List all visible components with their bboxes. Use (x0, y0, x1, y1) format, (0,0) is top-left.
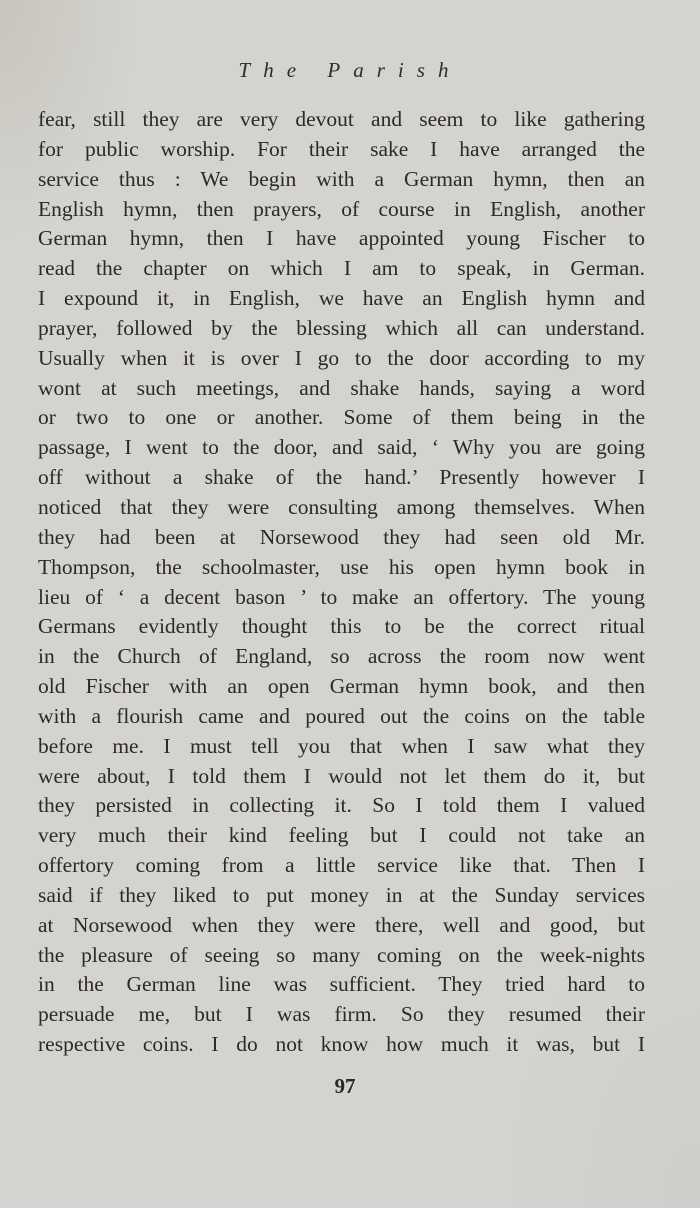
text-line: old Fischer with an open German hymn book, and then (38, 674, 645, 699)
text-line: off without a shake of the hand.’ Presently however I (38, 465, 645, 490)
text-line: passage, I went to the door, and said, ‘ Why you are going (38, 435, 645, 460)
text-line: noticed that they were consulting among themselves. When (38, 494, 645, 519)
text-line: service thus : We begin with a German hymn, then an (38, 166, 645, 191)
text-line: Usually when it is over I go to the door according to my (38, 345, 645, 370)
text-line: Thompson, the schoolmaster, use his open hymn book in (38, 554, 645, 579)
text-line: they persisted in collecting it. So I told them I valued (38, 793, 645, 818)
text-line: or two to one or another. Some of them being in the (38, 405, 645, 430)
text-line: German hymn, then I have appointed young Fischer to (38, 226, 645, 251)
text-line: offertory coming from a little service like that. Then I (38, 853, 645, 878)
text-line: were about, I told them I would not let them do it, but (38, 763, 645, 788)
text-line: at Norsewood when they were there, well and good, but (38, 912, 645, 937)
text-line: they had been at Norsewood they had seen old Mr. (38, 524, 645, 549)
text-line: said if they liked to put money in at the Sunday services (38, 882, 645, 907)
text-line: in the German line was sufficient. They tried hard to (38, 972, 645, 997)
text-line: respective coins. I do not know how much it was, but I (38, 1032, 645, 1057)
text-line: very much their kind feeling but I could not take an (38, 823, 645, 848)
text-line: Germans evidently thought this to be the correct ritual (38, 614, 645, 639)
text-line: before me. I must tell you that when I saw what they (38, 733, 645, 758)
text-line: persuade me, but I was firm. So they resumed their (38, 1002, 645, 1027)
page-number: 97 (334, 1074, 356, 1098)
text-line: I expound it, in English, we have an English hymn and (38, 286, 645, 311)
text-line: wont at such meetings, and shake hands, saying a word (38, 375, 645, 400)
text-line: in the Church of England, so across the room now went (38, 644, 645, 669)
text-line: prayer, followed by the blessing which all can understand. (38, 315, 645, 340)
text-line: for public worship. For their sake I have arranged the (38, 136, 645, 161)
text-line: read the chapter on which I am to speak, in German. (38, 256, 645, 281)
text-line: with a flourish came and poured out the coins on the table (38, 703, 645, 728)
text-line: fear, still they are very devout and seem to like gathering (38, 107, 645, 131)
body-text (38, 105, 645, 1060)
text-line: English hymn, then prayers, of course in English, another (38, 196, 645, 221)
running-head: The Parish (238, 58, 462, 82)
text-line: the pleasure of seeing so many coming on the week-nights (38, 942, 645, 967)
text-line: lieu of ‘ a decent bason ’ to make an offertory. The young (38, 584, 645, 609)
